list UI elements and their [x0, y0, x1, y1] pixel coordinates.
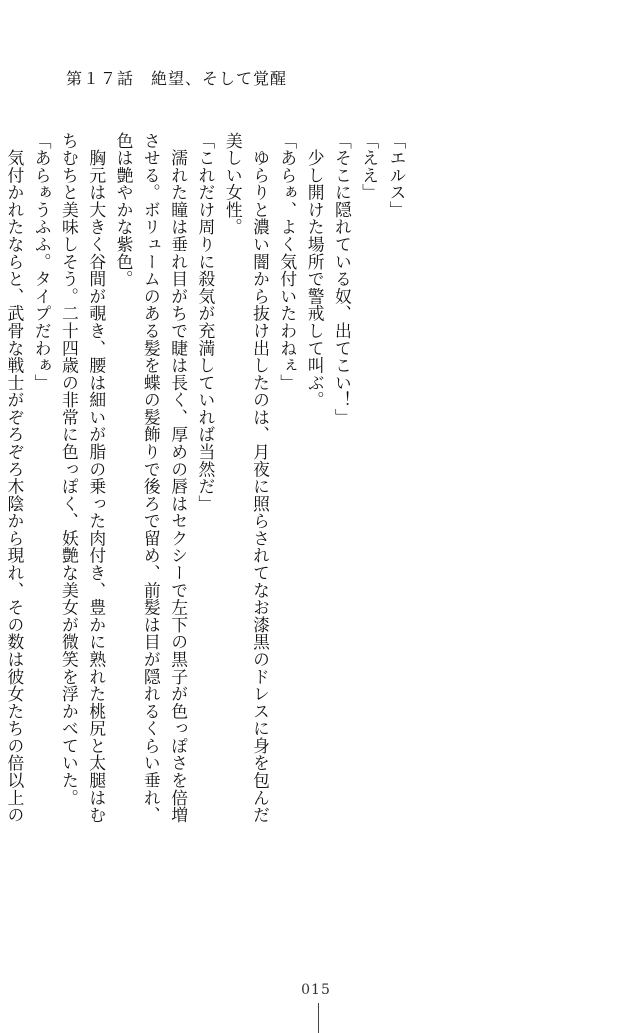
text-line: 色は艶やかな紫色。 [114, 132, 135, 288]
text-line: させる。ボリュームのある髪を蝶の髪飾りで後ろで留め、前髪は目が隠れるくらい垂れ、 [141, 132, 162, 824]
text-line: 「エルス」 [387, 132, 407, 219]
page-number: 015 [301, 982, 331, 998]
text-line: 「これだけ周りに殺気が充満していれば当然だ」 [195, 132, 216, 513]
text-line: 「あらぁ、よく気付いたわねぇ」 [277, 132, 298, 392]
text-line: 美しい女性。 [223, 132, 244, 236]
vertical-text-block [0, 132, 410, 852]
text-line: 気付かれたならと、武骨な戦士がぞろぞろ木陰から現れ、その数は彼女たちの倍以上の [4, 132, 25, 824]
text-line: 濡れた瞳は垂れ目がちで睫は長く、厚めの唇はセクシーで左下の黒子が色っぽさを倍増 [168, 132, 189, 824]
text-line: ちむちと美味しそう。二十四歳の非常に色っぽく、妖艶な美女が微笑を浮かべていた。 [59, 132, 80, 807]
text-line: 「そこに隠れている奴、出てこい！」 [332, 132, 353, 426]
text-line: 胸元は大きく谷間が覗き、腰は細いが脂の乗った肉付き、豊かに熟れた桃尻と太腿はむ [86, 132, 107, 824]
text-line: ゆらりと濃い闇から抜け出したのは、月夜に照らされてなお漆黒のドレスに身を包んだ [250, 132, 271, 824]
chapter-title: 第１７話 絶望、そして覚醒 [66, 69, 288, 88]
text-line: 少し開けた場所で警戒して叫ぶ。 [305, 132, 326, 409]
text-line: 「あらぁうふふ。タイプだわぁ」 [32, 132, 53, 392]
page-divider-line [318, 1003, 319, 1033]
text-line: 「ええ」 [359, 132, 380, 202]
